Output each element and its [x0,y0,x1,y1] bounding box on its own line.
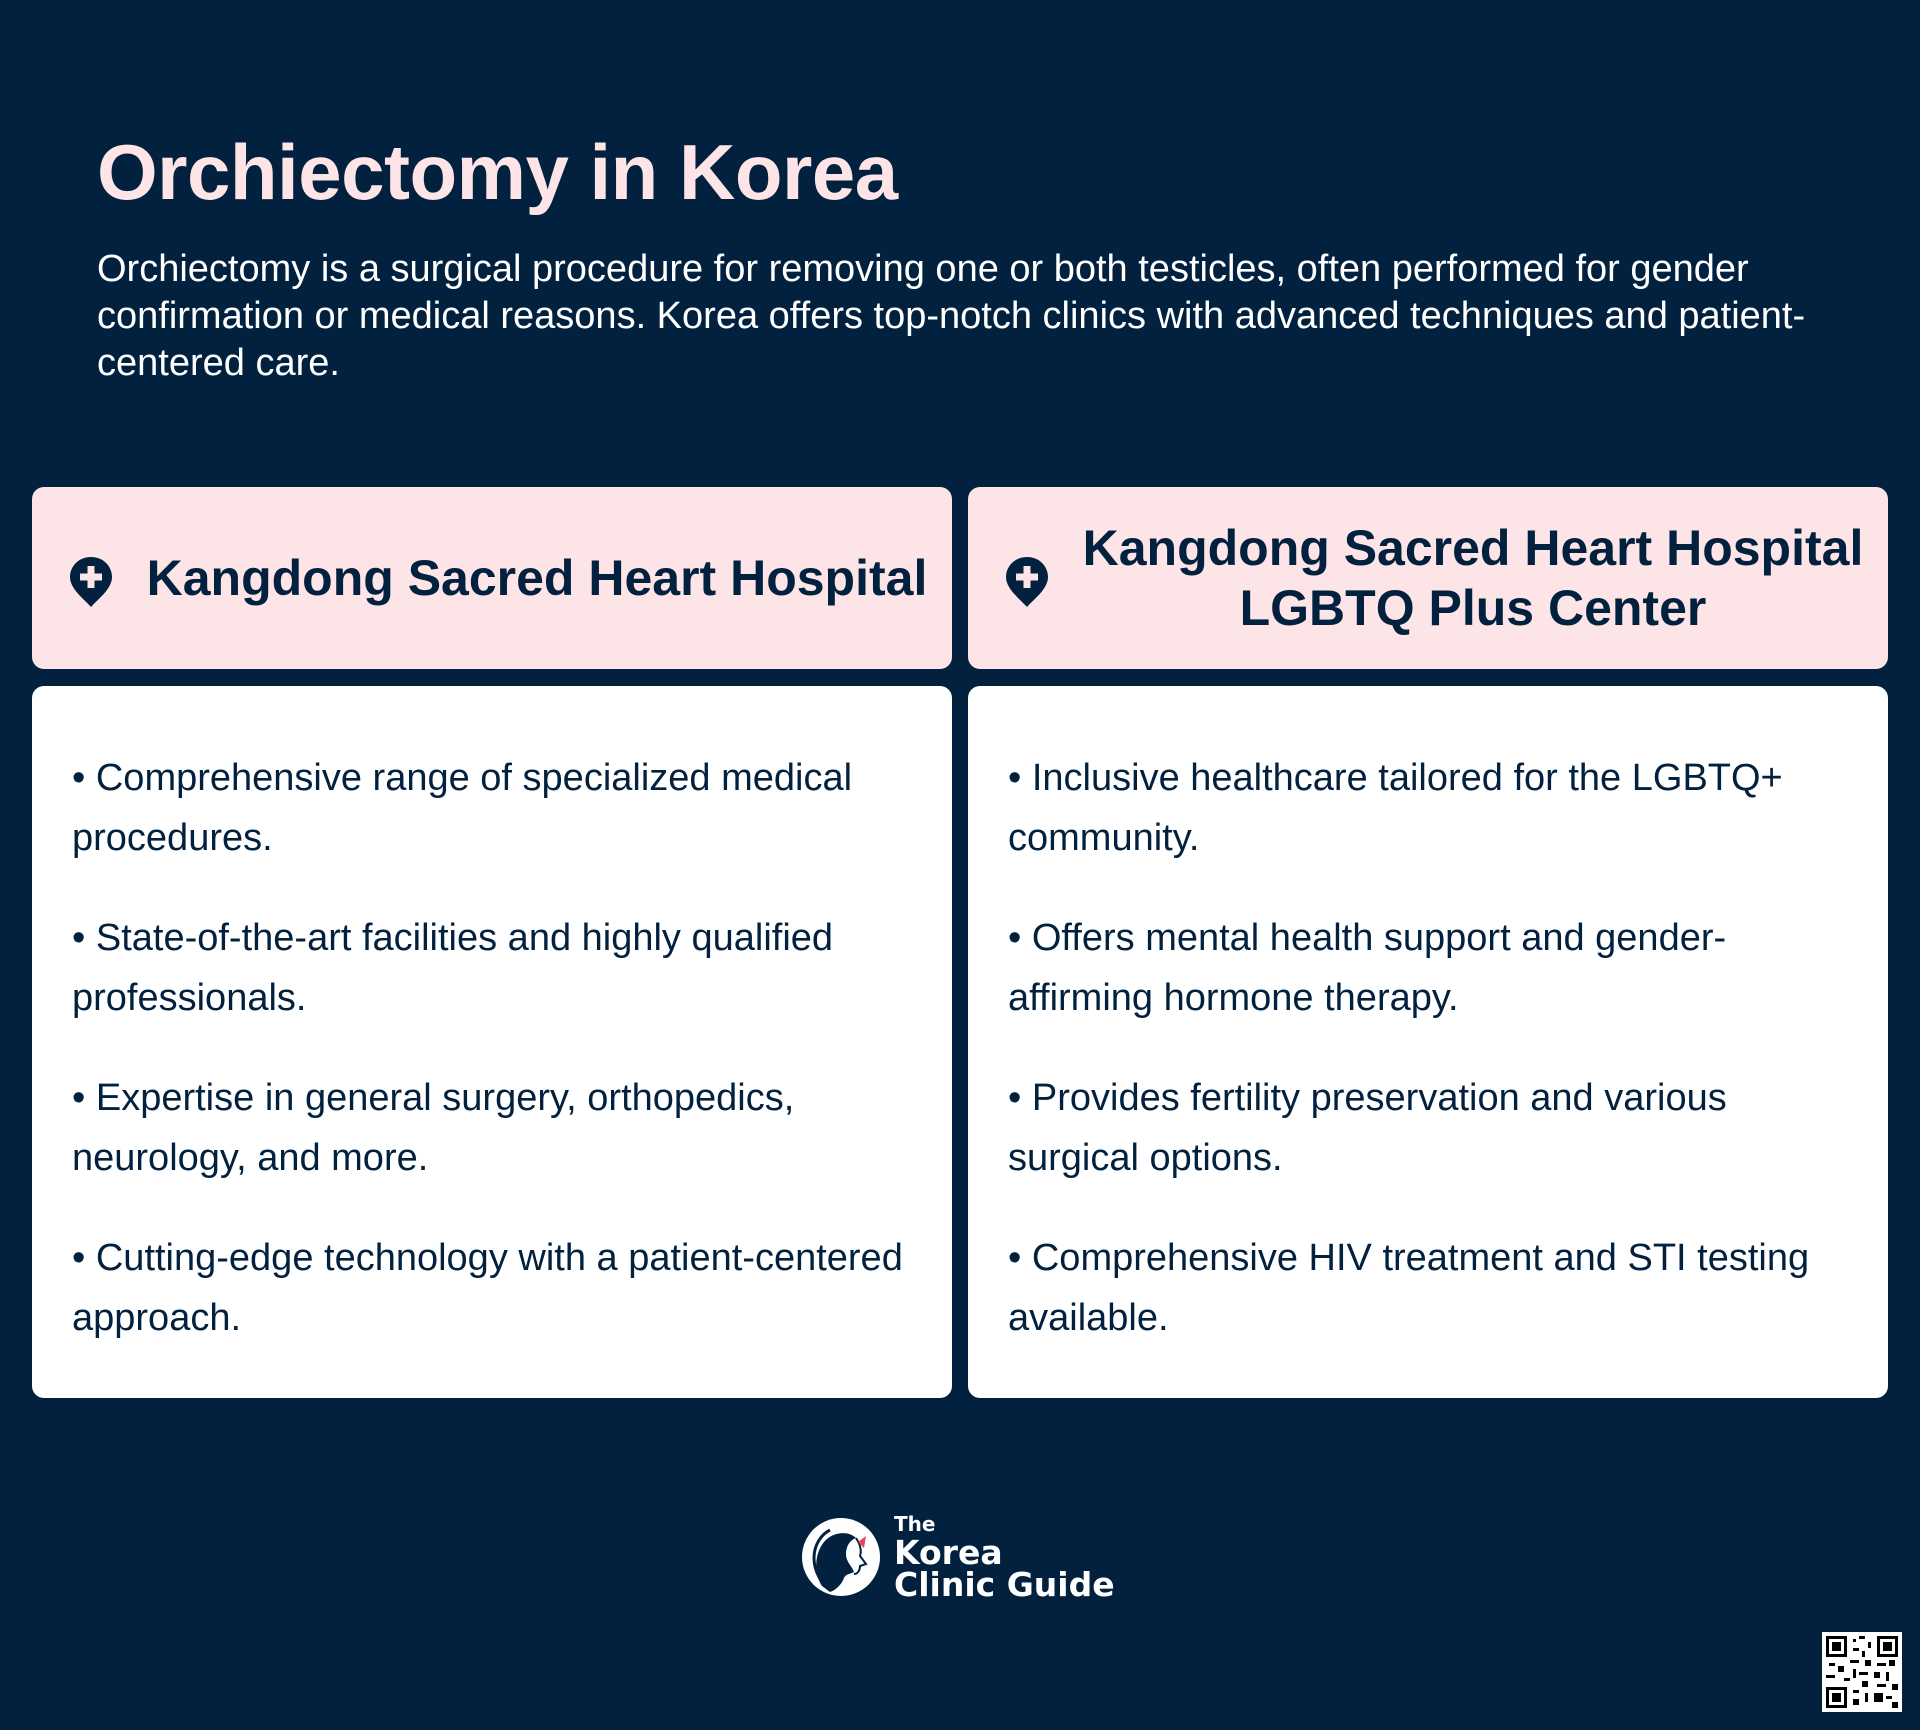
clinic-name: Kangdong Sacred Heart Hospital LGBTQ Plus Center [1082,520,1864,636]
brand-the: The [894,1512,936,1536]
list-item: • State-of-the-art facilities and highly qualified professionals. [72,917,834,1019]
clinic-details-0 [32,686,952,1398]
list-item: • Cutting-edge technology with a patient-centered approach. [72,1237,903,1339]
clinic-details-1 [968,686,1888,1398]
header [97,130,1857,387]
feature-list [72,748,912,1348]
list-item: • Offers mental health support and gender-affirming hormone therapy. [1008,917,1727,1019]
list-item: • Comprehensive range of specialized medical procedures. [72,757,853,859]
list-item: • Expertise in general surgery, orthopedics, neurology, and more. [72,1077,795,1179]
page-title: Orchiectomy in Korea [97,128,898,216]
location-pin-plus-icon [1004,555,1050,609]
location-pin-plus-icon [68,555,114,609]
list-item: • Provides fertility preservation and various surgical options. [1008,1077,1727,1179]
brand-logo [800,1510,1120,1602]
clinic-header-1 [968,487,1888,669]
clinic-header-0 [32,487,952,669]
qr-code-icon [1826,1636,1898,1708]
woman-profile-logo-icon [800,1516,882,1598]
brand-clinic-guide: Clinic Guide [894,1565,1115,1604]
list-item: • Inclusive healthcare tailored for the LGBTQ+ community. [1008,757,1783,859]
feature-list [1008,748,1848,1348]
list-item: • Comprehensive HIV treatment and STI testing available. [1008,1237,1810,1339]
qr-code [1822,1632,1902,1712]
intro-text: Orchiectomy is a surgical procedure for removing one or both testicles, often performed for gender confirmation or medical reasons. Korea offers top-notch clinics with advanced techniques and patient-centered care. [97,247,1806,384]
clinic-name: Kangdong Sacred Heart Hospital [146,550,928,606]
brand-korea: Korea [894,1533,1003,1572]
